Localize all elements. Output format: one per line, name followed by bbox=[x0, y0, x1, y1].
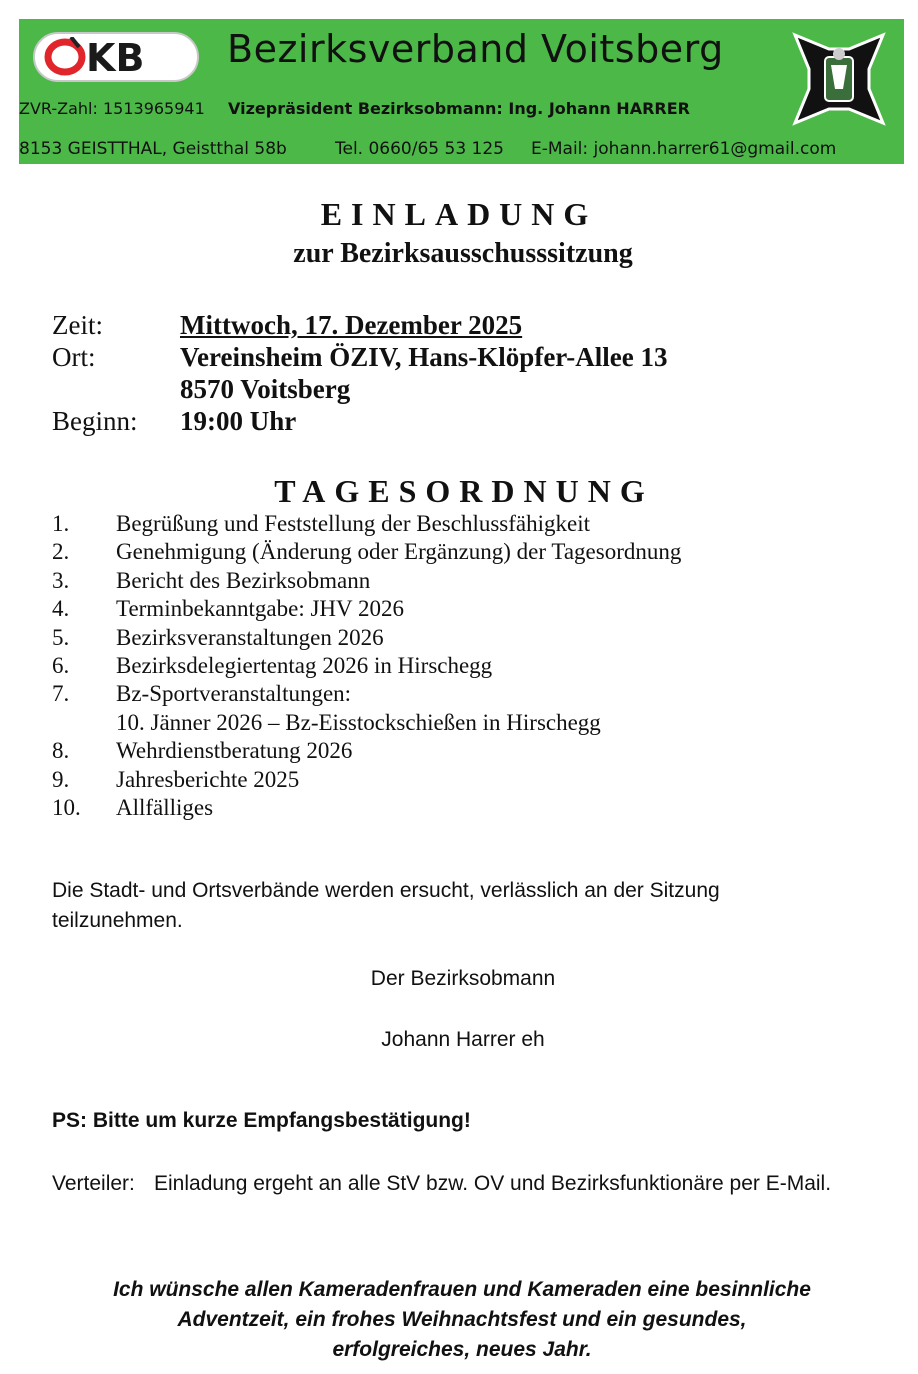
ps-note: PS: Bitte um kurze Empfangsbestätigung! bbox=[52, 1109, 471, 1132]
place-line1: Vereinsheim ÖZIV, Hans-Klöpfer-Allee 13 bbox=[180, 342, 668, 372]
closing-line: Ich wünsche allen Kameradenfrauen und Kameraden eine besinnliche bbox=[113, 1278, 811, 1301]
attendance-request: Die Stadt- und Ortsverbände werden ersucht, verlässlich an der Sitzung teilzunehmen. bbox=[52, 879, 720, 932]
okb-logo bbox=[33, 32, 199, 82]
signature-name: Johann Harrer eh bbox=[381, 1028, 545, 1051]
phone-number: Tel. 0660/65 53 125 bbox=[335, 139, 504, 159]
time-value: Mittwoch, 17. Dezember 2025 bbox=[180, 310, 523, 340]
okb-logo-mark bbox=[41, 37, 191, 77]
iron-cross-emblem-icon bbox=[787, 27, 891, 131]
postal-address: 8153 GEISTTHAL, Geistthal 58b bbox=[19, 139, 287, 159]
start-label: Beginn: bbox=[52, 406, 138, 436]
closing-line: Adventzeit, ein frohes Weihnachtsfest und ein gesundes, bbox=[177, 1308, 747, 1331]
distribution-text: Einladung ergeht an alle StV bzw. OV und Bezirksfunktionäre per E-Mail. bbox=[154, 1172, 832, 1195]
invitation-heading: EINLADUNG bbox=[320, 196, 598, 232]
start-value: 19:00 Uhr bbox=[180, 406, 297, 436]
letterhead-band bbox=[19, 19, 904, 164]
distribution-label: Verteiler: bbox=[52, 1172, 135, 1195]
email-address[interactable]: E-Mail: johann.harrer61@gmail.com bbox=[531, 139, 837, 159]
invitation-subheading: zur Bezirksausschusssitzung bbox=[293, 238, 633, 269]
vice-president: Vizepräsident Bezirksobmann: Ing. Johann HARRER bbox=[228, 99, 690, 118]
signature-title: Der Bezirksobmann bbox=[370, 967, 556, 990]
time-label: Zeit: bbox=[52, 310, 103, 340]
zvr-number: ZVR-Zahl: 1513965941 bbox=[19, 99, 205, 118]
place-line2: 8570 Voitsberg bbox=[180, 374, 351, 404]
agenda-heading: TAGESORDNUNG bbox=[274, 473, 654, 509]
place-label: Ort: bbox=[52, 342, 96, 372]
closing-line: erfolgreiches, neues Jahr. bbox=[332, 1338, 592, 1361]
organization-title: Bezirksverband Voitsberg bbox=[227, 27, 724, 71]
svg-text:KB: KB bbox=[86, 37, 145, 77]
closing-greeting bbox=[0, 1275, 918, 1365]
